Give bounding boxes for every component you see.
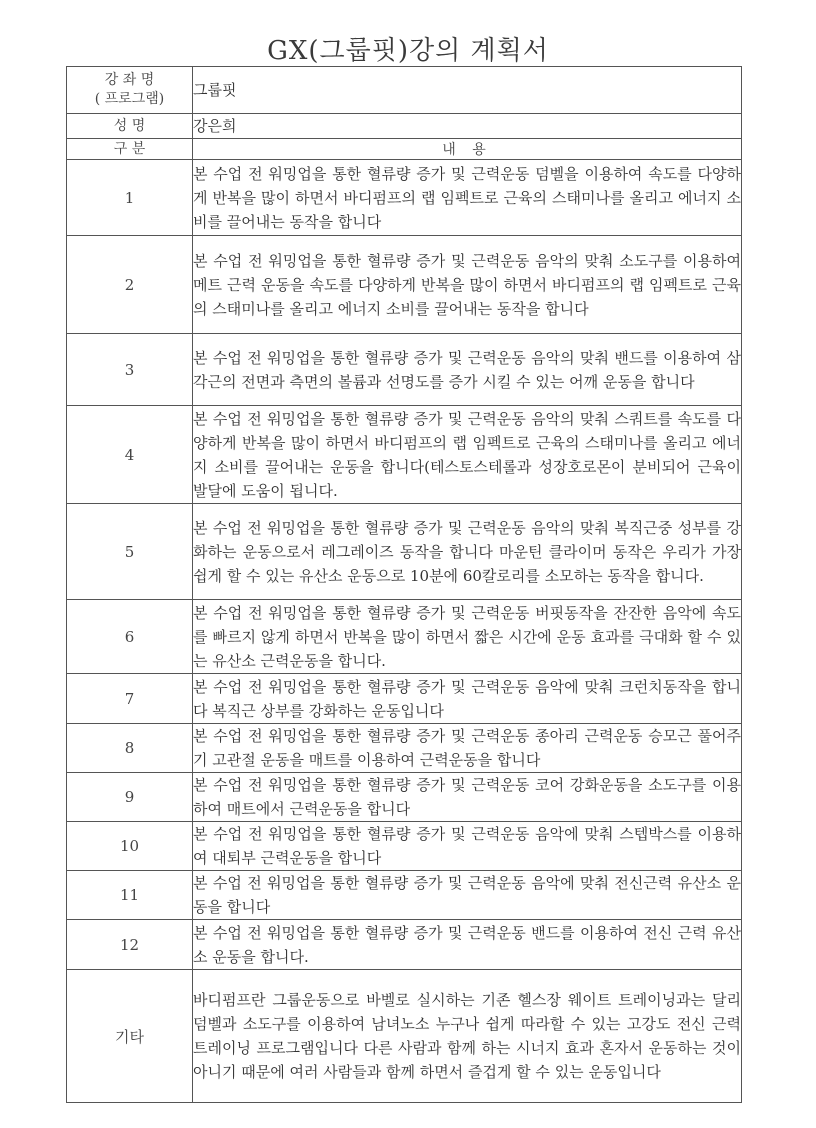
- course-label-line1: 강 좌 명: [104, 72, 155, 88]
- session-content: 본 수업 전 워밍업을 통한 혈류량 증가 및 근력운동 음악에 맞춰 전신근력 유산소 운동을 합니다: [193, 871, 742, 920]
- session-number: 12: [67, 920, 193, 970]
- table-row: [67, 160, 742, 236]
- name-value: 강은희: [193, 114, 742, 139]
- etc-label: 기타: [67, 970, 193, 1103]
- table-row: [67, 334, 742, 406]
- table-row: [67, 724, 742, 773]
- table-row: [67, 822, 742, 871]
- table-row: [67, 773, 742, 822]
- session-number: 9: [67, 773, 193, 822]
- session-number: 10: [67, 822, 193, 871]
- session-content: 본 수업 전 워밍업을 통한 혈류량 증가 및 근력운동 종아리 근력운동 승모근 풀어주기 고관절 운동을 매트를 이용하여 근력운동을 합니다: [193, 724, 742, 773]
- session-number: 4: [67, 406, 193, 504]
- session-number: 11: [67, 871, 193, 920]
- table-row: [67, 406, 742, 504]
- table-row: [67, 920, 742, 970]
- name-label: 성 명: [67, 114, 193, 139]
- table-row: [67, 600, 742, 674]
- session-content: 본 수업 전 워밍업을 통한 혈류량 증가 및 근력운동 덤벨을 이용하여 속도를 다양하게 반복을 많이 하면서 바디펌프의 랩 임펙트로 근육의 스태미나를 올리고 에너지 소비를 끌어내는 동작을 합니다: [193, 160, 742, 236]
- session-number: 6: [67, 600, 193, 674]
- session-content: 본 수업 전 워밍업을 통한 혈류량 증가 및 근력운동 버핏동작을 잔잔한 음악에 속도를 빠르지 않게 하면서 반복을 많이 하면서 짧은 시간에 운동 효과를 극대화 할 수 있는 유산소 근력운동을 합니다.: [193, 600, 742, 674]
- session-content: 본 수업 전 워밍업을 통한 혈류량 증가 및 근력운동 밴드를 이용하여 전신 근력 유산소 운동을 합니다.: [193, 920, 742, 970]
- session-number: 5: [67, 504, 193, 600]
- session-content: 본 수업 전 워밍업을 통한 혈류량 증가 및 근력운동 음악의 맞춰 스쿼트를 속도를 다양하게 반복을 많이 하면서 바디펌프의 랩 임펙트로 근육의 스태미나를 올리고 에너지 소비를 끌어내는 운동을 합니다(테스토스테롤과 성장호로몬이 분비되어 근육이 발달에 도움이 됩니다.: [193, 406, 742, 504]
- course-label-line2: ( 프로그램): [94, 91, 165, 107]
- session-number: 7: [67, 674, 193, 724]
- header-row: [67, 139, 742, 160]
- session-content: 본 수업 전 워밍업을 통한 혈류량 증가 및 근력운동 음악의 맞춰 밴드를 이용하여 삼각근의 전면과 측면의 볼륨과 선명도를 증가 시킬 수 있는 어깨 운동을 합니다: [193, 334, 742, 406]
- etc-row: [67, 970, 742, 1103]
- course-row: [67, 67, 742, 114]
- session-content: 본 수업 전 워밍업을 통한 혈류량 증가 및 근력운동 음악에 맞춰 크런치동작을 합니다 복직근 상부를 강화하는 운동입니다: [193, 674, 742, 724]
- course-label: [67, 67, 193, 114]
- session-number: 3: [67, 334, 193, 406]
- session-content: 본 수업 전 워밍업을 통한 혈류량 증가 및 근력운동 음악의 맞춰 복직근중 성부를 강화하는 운동으로서 레그레이즈 동작을 합니다 마운틴 클라이머 동작은 우리가 가장 쉽게 할 수 있는 유산소 운동으로 10분에 60칼로리를 소모하는 동작을 합니다.: [193, 504, 742, 600]
- session-number: 1: [67, 160, 193, 236]
- name-row: [67, 114, 742, 139]
- content-header: 내 용: [193, 139, 742, 160]
- category-header: 구 분: [67, 139, 193, 160]
- course-value: 그룹핏: [193, 67, 742, 114]
- session-content: 본 수업 전 워밍업을 통한 혈류량 증가 및 근력운동 음악에 맞춰 스텝박스를 이용하여 대퇴부 근력운동을 합니다: [193, 822, 742, 871]
- session-number: 2: [67, 236, 193, 334]
- table-row: [67, 504, 742, 600]
- session-content: 본 수업 전 워밍업을 통한 혈류량 증가 및 근력운동 코어 강화운동을 소도구를 이용하여 매트에서 근력운동을 합니다: [193, 773, 742, 822]
- lecture-plan-table: [66, 66, 742, 1103]
- session-number: 8: [67, 724, 193, 773]
- document-title: GX(그룹핏)강의 계획서: [267, 36, 549, 66]
- etc-content: 바디펌프란 그룹운동으로 바벨로 실시하는 기존 헬스장 웨이트 트레이닝과는 달리 덤벨과 소도구를 이용하여 남녀노소 누구나 쉽게 따라할 수 있는 고강도 전신 근력 트레이닝 프로그램입니다 다른 사람과 함께 하는 시너지 효과 혼자서 운동하는 것이 아니기 때문에 여러 사람들과 함께 하면서 즐겁게 할 수 있는 운동입니다: [193, 970, 742, 1103]
- table-row: [67, 674, 742, 724]
- table-row: [67, 871, 742, 920]
- session-content: 본 수업 전 워밍업을 통한 혈류량 증가 및 근력운동 음악의 맞춰 소도구를 이용하여 메트 근력 운동을 속도를 다양하게 반복을 많이 하면서 바디펌프의 랩 임펙트로 근육의 스태미나를 올리고 에너지 소비를 끌어내는 동작을 합니다: [193, 236, 742, 334]
- table-row: [67, 236, 742, 334]
